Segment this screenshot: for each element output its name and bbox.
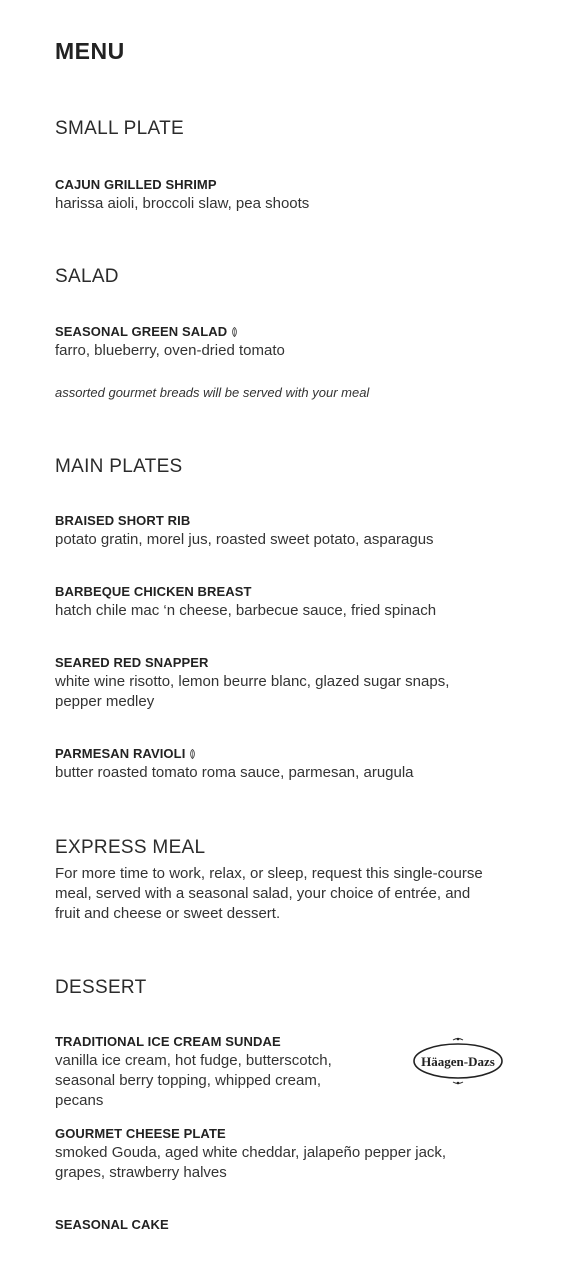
- section-title: DESSERT: [55, 977, 147, 998]
- item-description: butter roasted tomato roma sauce, parmesan, arugula: [55, 764, 414, 781]
- item-description: farro, blueberry, oven-dried tomato: [55, 342, 285, 359]
- bread-note: assorted gourmet breads will be served with your meal: [55, 385, 370, 400]
- item-description: smoked Gouda, aged white cheddar, jalapeño pepper jack, grapes, strawberry halves: [55, 1144, 447, 1181]
- item-name: CAJUN GRILLED SHRIMP: [55, 177, 217, 192]
- section-title: EXPRESS MEAL: [55, 837, 206, 858]
- item-name: SEARED RED SNAPPER: [55, 655, 209, 670]
- menu-title: MENU: [55, 38, 125, 64]
- item-name: PARMESAN RAVIOLI: [55, 746, 186, 761]
- section-salad: [55, 266, 558, 288]
- item-description: vanilla ice cream, hot fudge, butterscotch, seasonal berry topping, whipped cream, pecans: [55, 1052, 332, 1109]
- menu-item-barbeque-chicken-breast: [55, 583, 538, 621]
- section-title: MAIN PLATES: [55, 456, 183, 477]
- menu-item-cajun-grilled-shrimp: [55, 176, 538, 214]
- menu-item-parmesan-ravioli: [55, 745, 538, 783]
- leaf-icon: [231, 327, 238, 337]
- express-meal-description: For more time to work, relax, or sleep, request this single-course meal, served with a seasonal salad, your choice of entrée, and fruit and cheese or sweet dessert.: [55, 865, 483, 922]
- menu-item-gourmet-cheese-plate: [55, 1125, 498, 1183]
- item-name-row: [55, 323, 538, 341]
- section-express-meal: [55, 837, 558, 859]
- item-name-row: [55, 745, 538, 763]
- item-name: TRADITIONAL ICE CREAM SUNDAE: [55, 1034, 281, 1049]
- menu-item-seared-red-snapper: [55, 654, 488, 712]
- menu-item-ice-cream-sundae: [55, 1033, 363, 1111]
- item-name: GOURMET CHEESE PLATE: [55, 1126, 226, 1141]
- section-title: SMALL PLATE: [55, 118, 184, 139]
- menu-item-seasonal-cake: [55, 1216, 538, 1234]
- section-dessert: [55, 977, 558, 999]
- section-title: SALAD: [55, 266, 119, 287]
- menu-item-braised-short-rib: [55, 512, 538, 550]
- item-description: white wine risotto, lemon beurre blanc, glazed sugar snaps, pepper medley: [55, 673, 450, 710]
- section-small-plate: [55, 118, 558, 140]
- item-name: BARBEQUE CHICKEN BREAST: [55, 584, 252, 599]
- leaf-icon: [189, 749, 196, 759]
- haagen-dazs-logo: [412, 1036, 504, 1086]
- item-name: BRAISED SHORT RIB: [55, 513, 191, 528]
- item-name: SEASONAL CAKE: [55, 1217, 169, 1232]
- item-description: hatch chile mac ‘n cheese, barbecue sauce, fried spinach: [55, 602, 437, 619]
- brand-logo-text: Häagen-Dazs: [421, 1054, 495, 1069]
- section-main-plates: [55, 456, 558, 478]
- item-name: SEASONAL GREEN SALAD: [55, 324, 228, 339]
- item-description: harissa aioli, broccoli slaw, pea shoots: [55, 195, 310, 212]
- item-description: potato gratin, morel jus, roasted sweet potato, asparagus: [55, 531, 434, 548]
- menu-item-seasonal-green-salad: [55, 323, 538, 361]
